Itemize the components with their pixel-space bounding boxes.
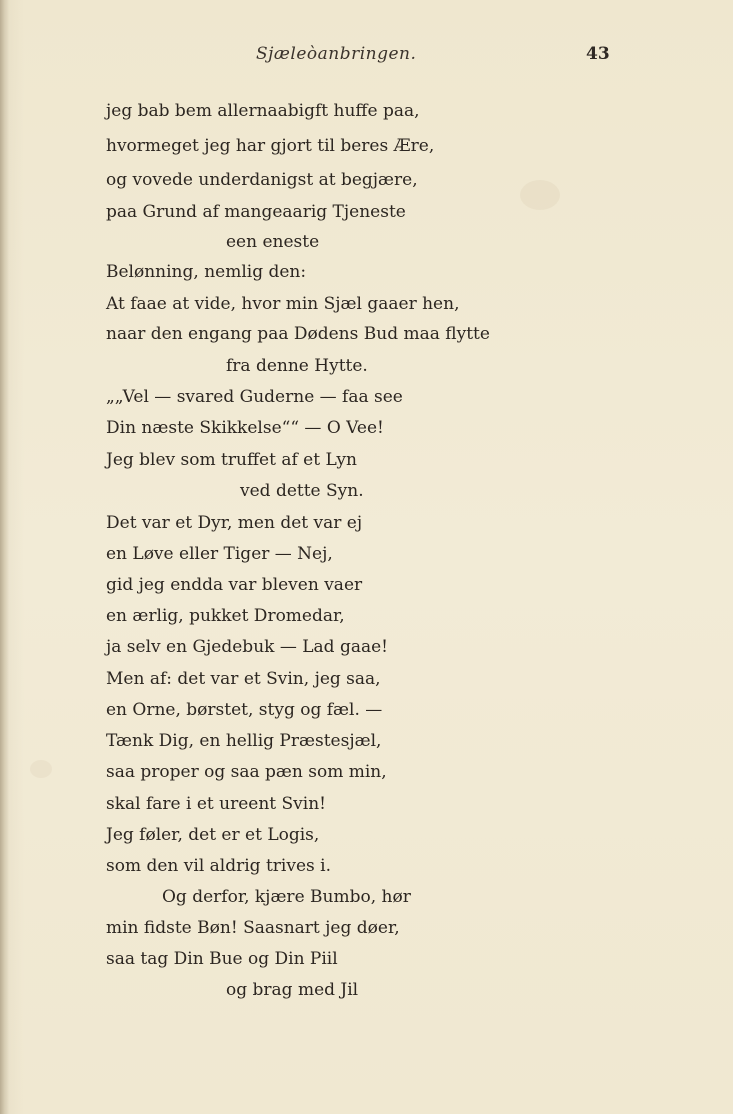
paper-stain (520, 180, 560, 210)
verse-line: en Orne, børstet, styg og fæl. — (106, 700, 383, 720)
verse-line: og brag med Jil (226, 980, 359, 1000)
verse-line: fra denne Hytte. (226, 356, 368, 376)
verse-line: „„Vel — svared Guderne — faa see (106, 387, 403, 407)
verse-line: Det var et Dyr, men det var ej (106, 513, 363, 533)
verse-line: gid jeg endda var bleven vaer (106, 575, 363, 595)
verse-line: een eneste (226, 232, 320, 252)
running-title: Sjæleòanbringen. (256, 44, 417, 64)
verse-line: saa tag Din Bue og Din Piil (106, 949, 338, 969)
verse-line: hvormeget jeg har gjort til beres Ære, (106, 136, 435, 156)
verse-line: en ærlig, pukket Dromedar, (106, 606, 345, 626)
verse-line: en Løve eller Tiger — Nej, (106, 544, 333, 564)
verse-line: Tænk Dig, en hellig Præstesjæl, (106, 731, 382, 751)
verse-line: jeg bab bem allernaabigft huffe paa, (106, 101, 420, 121)
verse-line: saa proper og saa pæn som min, (106, 762, 387, 782)
verse-line: ved dette Syn. (240, 481, 364, 501)
verse-line: min fidste Bøn! Saasnart jeg døer, (106, 918, 400, 938)
verse-line: Belønning, nemlig den: (106, 262, 307, 282)
verse-line: og vovede underdanigst at begjære, (106, 170, 418, 190)
paper-stain (30, 760, 52, 778)
verse-line: ja selv en Gjedebuk — Lad gaae! (106, 637, 389, 657)
verse-line: paa Grund af mangeaarig Tjeneste (106, 202, 406, 222)
page-spine-shadow (0, 0, 9, 1114)
verse-line: naar den engang paa Dødens Bud maa flytte (106, 324, 490, 344)
verse-line: Din næste Skikkelse““ — O Vee! (106, 418, 384, 438)
verse-line: Og derfor, kjære Bumbo, hør (162, 887, 411, 907)
verse-line: Jeg føler, det er et Logis, (106, 825, 320, 845)
verse-line: som den vil aldrig trives i. (106, 856, 331, 876)
verse-line: Jeg blev som truffet af et Lyn (106, 450, 357, 470)
verse-line: At faae at vide, hvor min Sjæl gaaer hen, (106, 294, 460, 314)
verse-line: Men af: det var et Svin, jeg saa, (106, 669, 381, 689)
page-number: 43 (586, 44, 610, 64)
verse-line: skal fare i et ureent Svin! (106, 794, 327, 814)
